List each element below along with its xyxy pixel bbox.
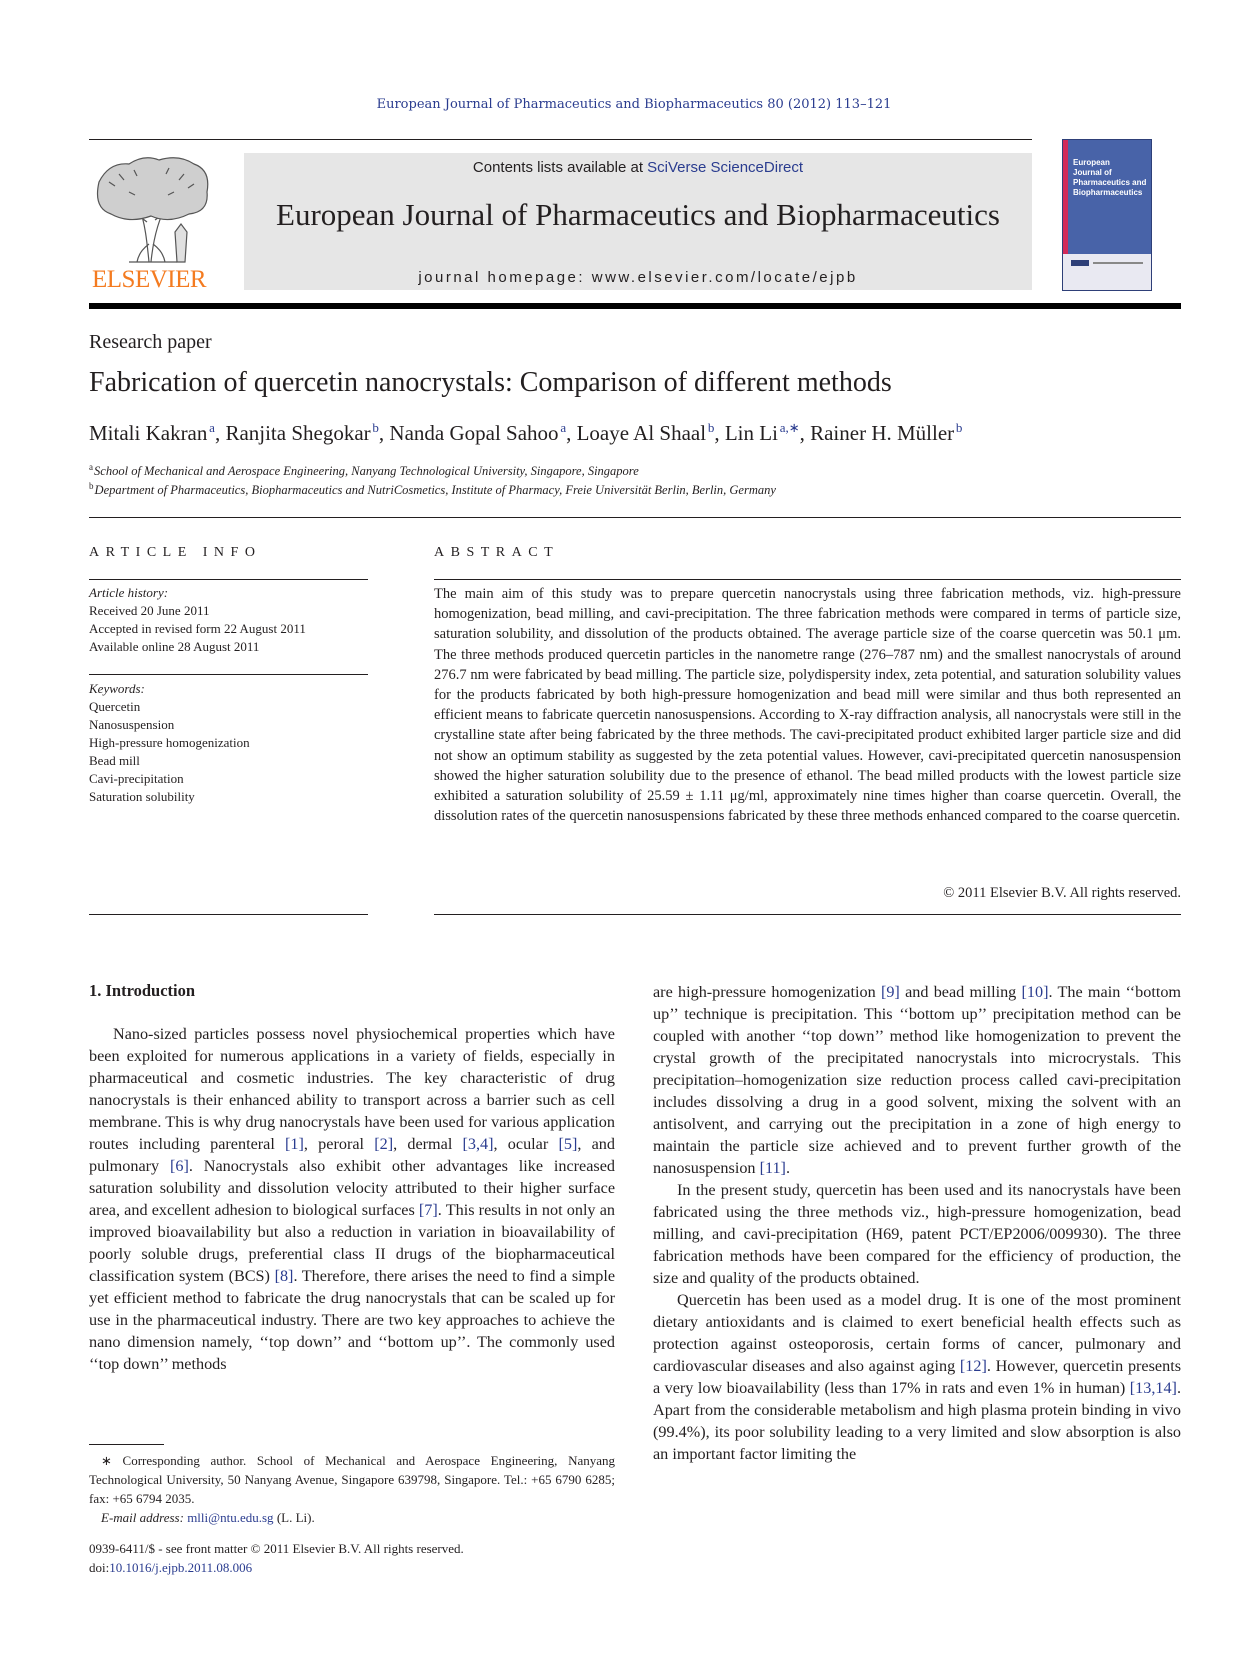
keyword: Bead mill	[89, 753, 140, 768]
citation-link[interactable]: [12]	[959, 1357, 987, 1375]
text-run: . Therefore, there arises the need to find a simple yet efficient method to fabricate the drug nanocrystals that can be scaled up for use in the pharmaceutical industry. There are two key approaches to achieve the nano dimension namely, ‘‘top down’’ and ‘‘bottom up’’. The commonly used ‘‘top down’’ methods	[89, 1267, 615, 1373]
author-list: Mitali Kakran $^a$, Ranjita Shegokar $^b$, Nanda Gopal Sahoo $^a$, Loaye Al Shaal $^b$, Lin Li $^{a,∗}$, Rainer H. Müller $^b$	[89, 420, 963, 445]
keyword: Nanosuspension	[89, 717, 175, 732]
author-affil-mark[interactable]: b	[707, 420, 715, 435]
cover-logo	[1071, 260, 1089, 266]
citation-link[interactable]: [1]	[285, 1135, 304, 1153]
paragraph	[653, 981, 1181, 1179]
text-run: Nano-sized particles possess novel physiochemical properties which have been exploited for numerous applications in a variety of fields, especially in pharmaceutical and cosmetic industries. The key characteristic of drug nanocrystals is their enhanced ability to transport across a barrier such as cell membrane. This is why drug nanocrystals have been used for various application routes including parenteral	[89, 1025, 615, 1153]
abstract-rule	[434, 914, 1181, 915]
email-suffix: (L. Li).	[273, 1510, 315, 1525]
author-name: Rainer H. Müller	[810, 421, 955, 445]
received-date: Received 20 June 2011	[89, 603, 210, 618]
author-affil-mark[interactable]: a	[560, 420, 567, 435]
footnote	[89, 1451, 615, 1527]
journal-homepage[interactable]: journal homepage: www.elsevier.com/locate/ejpb	[418, 269, 858, 286]
author-name: Nanda Gopal Sahoo	[389, 421, 559, 445]
citation-link[interactable]: [6]	[170, 1157, 189, 1175]
text-run: , and pulmonary	[89, 1135, 615, 1175]
author-affil-mark[interactable]: b	[955, 420, 963, 435]
elsevier-wordmark: ELSEVIER	[92, 266, 207, 293]
citation-link[interactable]: [8]	[274, 1267, 294, 1285]
author-name: Loaye Al Shaal	[576, 421, 707, 445]
text-run: . This results in not only an improved bioavailability but also a reduction in variation in bioavailability of poorly soluble drugs, preferential class II drugs of the biopharmaceutical classification system (BCS)	[89, 1201, 615, 1285]
citation-link[interactable]: [2]	[374, 1135, 394, 1153]
citation-link[interactable]: [9]	[880, 983, 900, 1001]
doi-line	[89, 1558, 464, 1577]
cover-footer	[1063, 254, 1151, 290]
abstract-copyright: © 2011 Elsevier B.V. All rights reserved.	[943, 885, 1181, 901]
email-line	[89, 1508, 615, 1527]
affiliation-a	[89, 462, 639, 479]
corresponding-author-note: ∗ Corresponding author. School of Mechanical and Aerospace Engineering, Nanyang Technological University, 50 Nanyang Avenue, Singapore 639798, Singapore. Tel.: +65 6790 6285; fax: +65 6794 2035.	[89, 1453, 615, 1506]
paragraph: In the present study, quercetin has been used and its nanocrystals have been fabricated using the three methods viz., high-pressure homogenization, bead milling, and cavi-precipitation (H69, patent PCT/EP2006/009930). The three fabrication methods have been compared for the efficiency of production, the size and quality of the products obtained.	[653, 1181, 1181, 1287]
journal-reference[interactable]: European Journal of Pharmaceutics and Biopharmaceutics 80 (2012) 113–121	[376, 97, 892, 112]
author-affil-mark[interactable]: b	[372, 420, 379, 435]
article-info-rule	[89, 914, 368, 915]
cover-text-line	[1093, 262, 1143, 264]
online-date: Available online 28 August 2011	[89, 639, 260, 654]
text-run: . Nanocrystals also exhibit other advantages like increased saturation solubility and dissolution velocity attributed to their higher surface area, and excellent adhesion to biological surfaces	[89, 1157, 615, 1219]
affiliation-b	[89, 481, 776, 498]
citation-link[interactable]: [13,14]	[1129, 1379, 1177, 1397]
body-column-left	[89, 1023, 615, 1375]
article-info-rule	[89, 579, 368, 580]
issn-line: 0939-6411/$ - see front matter © 2011 Elsevier B.V. All rights reserved.	[89, 1541, 464, 1556]
citation-link[interactable]: [11]	[759, 1159, 786, 1177]
journal-cover-thumbnail	[1062, 139, 1152, 291]
author-name: Ranjita Shegokar	[225, 421, 371, 445]
header-thick-rule	[89, 303, 1181, 309]
paragraph	[653, 1289, 1181, 1465]
email-link[interactable]: mlli@ntu.edu.sg	[187, 1510, 274, 1525]
doi-link[interactable]: 10.1016/j.ejpb.2011.08.006	[109, 1560, 253, 1575]
keyword: Quercetin	[89, 699, 141, 714]
abstract-heading: ABSTRACT	[434, 545, 560, 560]
citation-link[interactable]: [7]	[418, 1201, 438, 1219]
paper-type: Research paper	[89, 331, 212, 353]
revised-date: Accepted in revised form 22 August 2011	[89, 621, 306, 636]
text-run: . The main ‘‘bottom up’’ technique is precipitation. This ‘‘bottom up’’ precipitation method can be coupled with another ‘‘top down’’ method like homogenization to prevent the crystal growth of the precipitated nanocrystals into microcrystals. This precipitation–homogenization size reduction process called cavi-precipitation includes dissolving a drug in a good solvent, mixing the solvent with an antisolvent, and carrying out the precipitation in a zone of high energy to maintain the particle size achieved and to prevent further growth of the nanosuspension	[653, 983, 1181, 1177]
keywords-list	[89, 680, 368, 806]
keyword: Saturation solubility	[89, 789, 195, 804]
paragraph	[89, 1023, 615, 1375]
text-run: .	[785, 1159, 790, 1177]
article-info-heading: ARTICLE INFO	[89, 545, 262, 560]
citation-link[interactable]: [5]	[558, 1135, 578, 1153]
text-run: Quercetin has been used as a model drug. It is one of the most prominent dietary antioxidants and is claimed to exert beneficial health effects such as protection against osteoporosis, certain forms of cancer, pulmonary and cardiovascular diseases and also against aging	[653, 1291, 1181, 1375]
affiliation-text: Department of Pharmaceutics, Biopharmaceutics and NutriCosmetics, Institute of Pharmacy, Freie Universität Berlin, Berlin, Germany	[94, 483, 776, 498]
header-rule	[89, 517, 1181, 518]
affiliation-text: School of Mechanical and Aerospace Engineering, Nanyang Technological University, Singapore, Singapore	[94, 464, 639, 479]
email-label: E-mail address:	[101, 1510, 188, 1525]
paper-title: Fabrication of quercetin nanocrystals: Comparison of different methods	[89, 367, 892, 398]
text-run: . Apart from the considerable metabolism and high plasma protein binding in vivo (99.4%), its poor solubility leading to a very limited and slow absorption is also an important factor limiting the	[653, 1379, 1181, 1463]
keyword: Cavi-precipitation	[89, 771, 184, 786]
text-run: , ocular	[493, 1135, 559, 1153]
journal-masthead	[244, 153, 1032, 290]
text-run: . However, quercetin presents a very low bioavailability (less than 17% in rats and even 1% in human)	[653, 1357, 1181, 1397]
doi-label: doi:	[89, 1560, 110, 1575]
text-run: , dermal	[393, 1135, 463, 1153]
contents-prefix: Contents lists available at	[472, 159, 648, 176]
author-name: Lin Li	[724, 421, 778, 445]
journal-title: European Journal of Pharmaceutics and Biopharmaceutics	[276, 197, 1000, 232]
footnote-rule	[89, 1444, 164, 1445]
author-name: Mitali Kakran	[89, 421, 208, 445]
affiliation-mark: b	[89, 481, 94, 491]
body-column-right	[653, 981, 1181, 1465]
history-label: Article history:	[89, 585, 169, 600]
citation-link[interactable]: [10]	[1021, 983, 1049, 1001]
affiliation-mark: a	[89, 462, 93, 472]
article-history	[89, 584, 368, 656]
citation-link[interactable]: [3,4]	[462, 1135, 494, 1153]
keyword: High-pressure homogenization	[89, 735, 250, 750]
text-run: , peroral	[303, 1135, 375, 1153]
text-run: are high-pressure homogenization	[653, 983, 881, 1001]
contents-line	[244, 159, 1032, 176]
abstract-rule	[434, 579, 1181, 580]
abstract-text: The main aim of this study was to prepare quercetin nanocrystals using three fabrication methods, viz. high-pressure homogenization, bead milling, and cavi-precipitation. The three fabrication methods were compared in terms of particle size, saturation solubility, and dissolution of the products obtained. The average particle size of the coarse quercetin was 50.1 μm. The three methods produced quercetin particles in the nanometre range (276–787 nm) and the smallest nanocrystals of around 276.7 nm were fabricated by bead milling. The particle size, polydispersity index, zeta potential, and saturation solubility values for the products fabricated by both high-pressure homogenization and bead mill were similar and thus both represented an efficient means to fabricate quercetin nanosuspensions. According to X-ray diffraction analysis, all nanocrystals were still in the crystalline state after being fabricated by the three methods. The cavi-precipitated product exhibited larger particle size and did not show an optimum stability as suggested by the zeta potential values. However, cavi-precipitated quercetin nanosuspension showed the higher saturation solubility due to the presence of ethanol. The bead milled products with the lowest particle size exhibited a saturation solubility of 25.59 ± 1.11 μg/ml, approximately nine times higher than coarse quercetin. Overall, the dissolution rates of the quercetin nanosuspensions fabricated by these three methods enhanced compared to the coarse quercetin.	[434, 586, 1181, 825]
issn-footer	[89, 1539, 464, 1577]
text-run: and bead milling	[899, 983, 1022, 1001]
author-affil-mark[interactable]: a,∗	[779, 420, 800, 435]
article-info-rule	[89, 674, 368, 675]
author-affil-mark[interactable]: a	[209, 420, 215, 435]
introduction-heading: 1. Introduction	[89, 981, 196, 1000]
top-rule	[89, 139, 1032, 140]
keywords-label: Keywords:	[89, 681, 145, 696]
sciencedirect-link[interactable]: SciVerse ScienceDirect	[647, 159, 804, 176]
cover-title: European Journal of Pharmaceutics and Biopharmaceutics	[1073, 158, 1147, 197]
